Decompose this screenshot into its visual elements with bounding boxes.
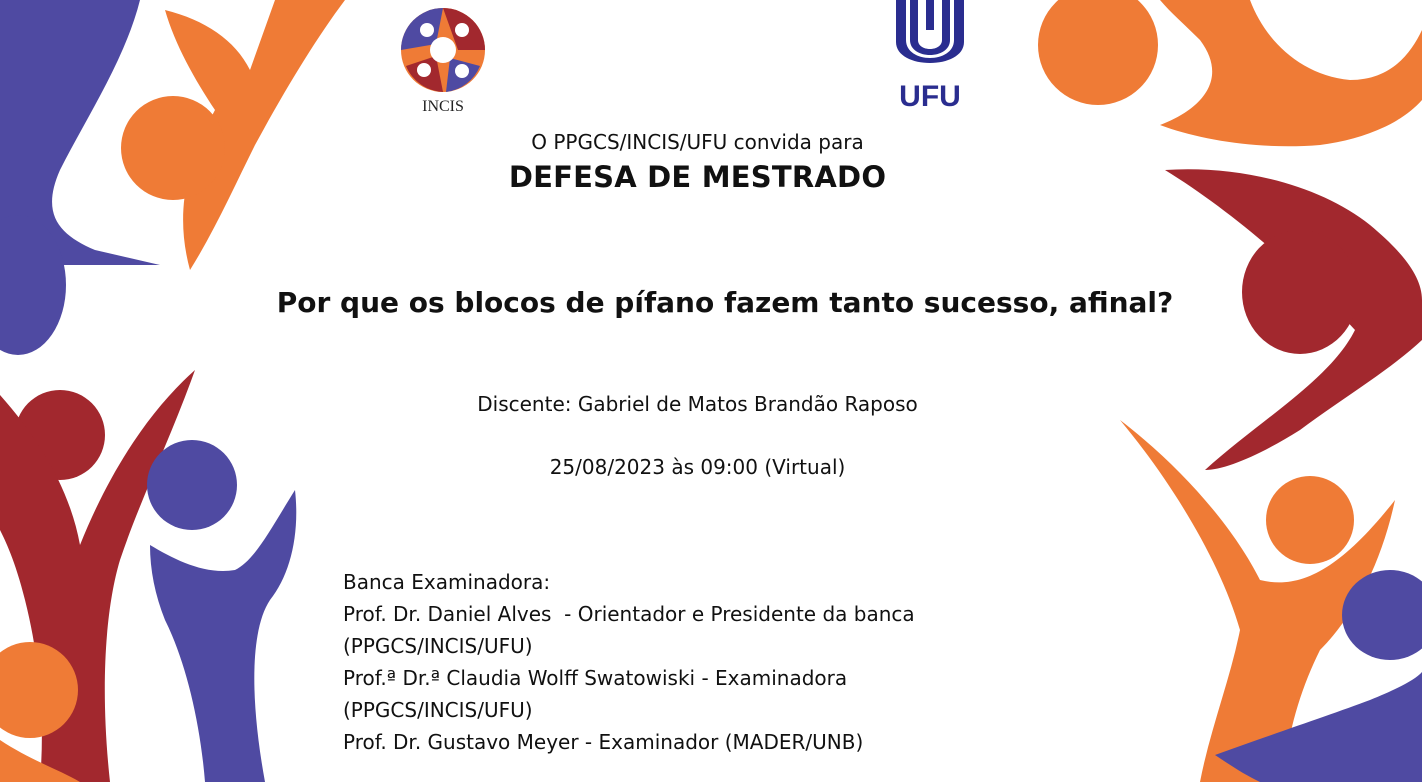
date-time-line: 25/08/2023 às 09:00 (Virtual): [549, 455, 846, 479]
board-heading: Banca Examinadora:: [343, 570, 551, 594]
board-member-affiliation: (PPGCS/INCIS/UFU): [343, 634, 533, 658]
incis-logo-text: INCIS: [422, 98, 464, 115]
incis-logo: [396, 4, 490, 116]
invite-line: O PPGCS/INCIS/UFU convida para: [531, 130, 864, 154]
purple-figure-bottom-left: [150, 490, 296, 782]
board-member-line: Prof.ª Dr.ª Claudia Wolff Swatowiski - Examinadora: [343, 666, 848, 690]
ufu-emblem-icon: [888, 0, 972, 76]
ufu-logo-text: UFU: [899, 80, 961, 113]
incis-emblem-icon: [396, 4, 490, 94]
orange-head-bottom-right: [1266, 476, 1354, 564]
event-type-title: DEFESA DE MESTRADO: [508, 160, 887, 194]
orange-head-top-right: [1038, 0, 1158, 105]
thesis-title: Por que os blocos de pífano fazem tanto sucesso, afinal?: [276, 286, 1174, 319]
orange-figure-top-right: [1160, 0, 1422, 146]
student-line: Discente: Gabriel de Matos Brandão Raposo: [477, 392, 918, 416]
board-member-line: Prof. Dr. Gustavo Meyer - Examinador (MADER/UNB): [343, 730, 864, 754]
ufu-logo: [888, 0, 972, 112]
board-member-affiliation: (PPGCS/INCIS/UFU): [343, 698, 533, 722]
examining-board: [343, 566, 915, 758]
board-member-line: Prof. Dr. Daniel Alves - Orientador e Presidente da banca: [343, 602, 915, 626]
purple-head-bottom-left: [147, 440, 237, 530]
